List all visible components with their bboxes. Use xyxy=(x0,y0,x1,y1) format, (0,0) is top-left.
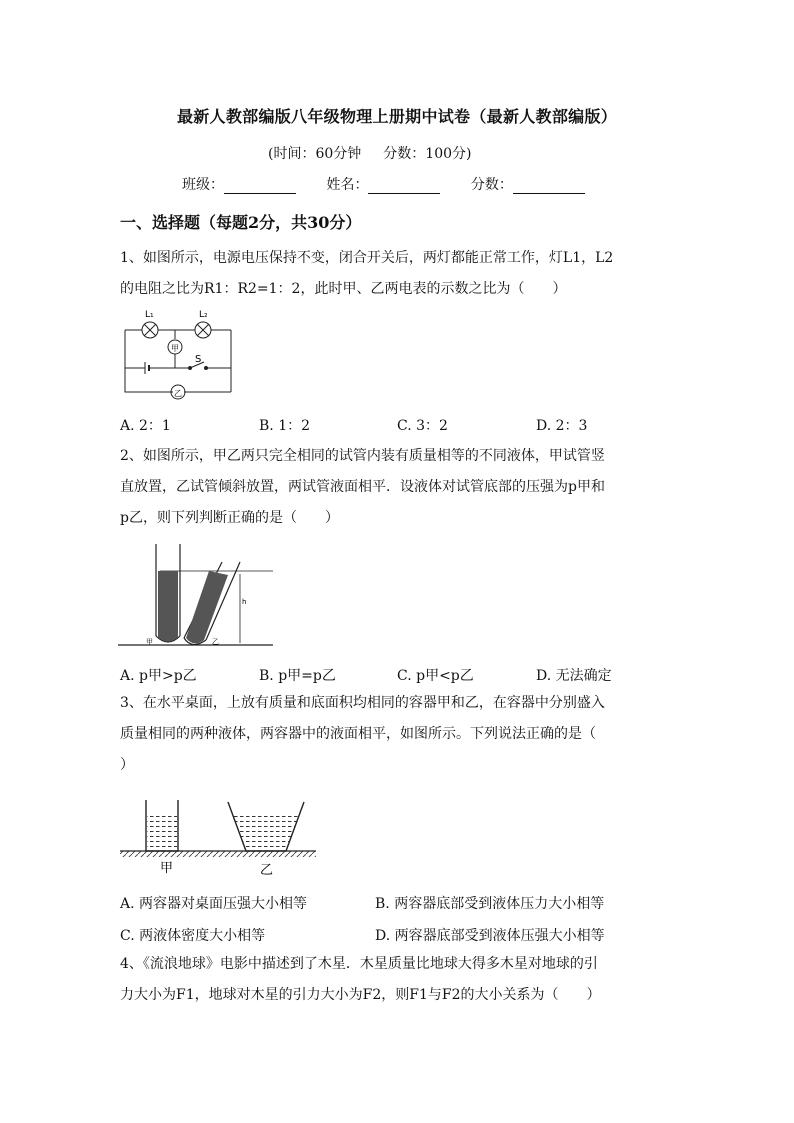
question-text: ） xyxy=(120,757,134,773)
name-field[interactable] xyxy=(326,174,440,194)
option[interactable]: A. p甲>p乙 xyxy=(120,668,197,684)
container-label: 乙 xyxy=(260,863,274,878)
class-blank[interactable] xyxy=(224,179,296,194)
question-text: p乙，则下列判断正确的是（ ） xyxy=(120,510,339,526)
score-blank[interactable] xyxy=(513,179,585,194)
section-heading: 一、选择题（每题2分，共30分） xyxy=(120,213,362,232)
question-text: 2、如图所示，甲乙两只完全相同的试管内装有质量相等的不同液体，甲试管竖 xyxy=(120,448,605,464)
question-text: 直放置，乙试管倾斜放置，两试管液面相平．设液体对试管底部的压强为p甲和 xyxy=(120,479,605,495)
question-3 xyxy=(120,688,680,781)
meter-label: 甲 xyxy=(171,344,179,353)
question-4 xyxy=(120,949,680,1011)
option[interactable]: D. 2：3 xyxy=(536,418,588,434)
option[interactable]: C. 3：2 xyxy=(397,418,448,434)
question-1 xyxy=(120,243,680,305)
class-label: 班级： xyxy=(182,177,224,193)
lamp-label: L₂ xyxy=(199,310,208,320)
option[interactable]: B. p甲=p乙 xyxy=(259,668,336,684)
tube-label: 甲 xyxy=(146,638,153,646)
question-text: 3、在水平桌面，上放有质量和底面积均相同的容器甲和乙，在容器中分别盛入 xyxy=(120,695,605,711)
question-text: 力大小为F1，地球对木星的引力大小为F2，则F1与F2的大小关系为（ ） xyxy=(120,987,601,1003)
score-info: 分数：100分) xyxy=(383,146,472,162)
student-fields xyxy=(182,174,611,194)
score-field[interactable] xyxy=(471,174,585,194)
page-title: 最新人教部编版八年级物理上册期中试卷（最新人教部编版） xyxy=(176,107,618,126)
question-text: 的电阻之比为R1：R2=1：2，此时甲、乙两电表的示数之比为（ ） xyxy=(120,281,567,297)
option[interactable]: B. 1：2 xyxy=(259,418,311,434)
meter-label: 乙 xyxy=(174,389,182,398)
exam-info xyxy=(268,143,493,163)
option[interactable]: A. 两容器对桌面压强大小相等 xyxy=(120,896,308,912)
option[interactable]: D. 无法确定 xyxy=(536,668,612,684)
name-blank[interactable] xyxy=(368,179,440,194)
question-text: 质量相同的两种液体，两容器中的液面相平，如图所示。下列说法正确的是（ xyxy=(120,726,596,742)
score-label: 分数： xyxy=(470,177,513,193)
tube-label: 乙 xyxy=(212,638,219,646)
name-label: 姓名： xyxy=(326,177,369,193)
test-tube-diagram xyxy=(118,540,278,652)
question-2 xyxy=(120,441,680,534)
option[interactable]: C. p甲<p乙 xyxy=(397,668,474,684)
switch-label: S xyxy=(195,354,202,365)
question-text: 1、如图所示，电源电压保持不变，闭合开关后，两灯都能正常工作，灯L1，L2 xyxy=(120,250,614,266)
time-info: (时间：60分钟 xyxy=(268,146,362,162)
containers-diagram xyxy=(120,794,320,878)
option[interactable]: A. 2：1 xyxy=(120,418,171,434)
option[interactable]: B. 两容器底部受到液体压力大小相等 xyxy=(375,896,605,912)
option[interactable]: D. 两容器底部受到液体压强大小相等 xyxy=(375,928,605,944)
question-text: 4、《流浪地球》电影中描述到了木星．木星质量比地球大得多木星对地球的引 xyxy=(120,956,598,972)
container-label: 甲 xyxy=(160,861,174,876)
height-label: h xyxy=(242,598,247,606)
option[interactable]: C. 两液体密度大小相等 xyxy=(120,928,266,944)
lamp-label: L₁ xyxy=(145,310,154,320)
circuit-diagram xyxy=(118,306,238,400)
class-field[interactable] xyxy=(182,174,296,194)
